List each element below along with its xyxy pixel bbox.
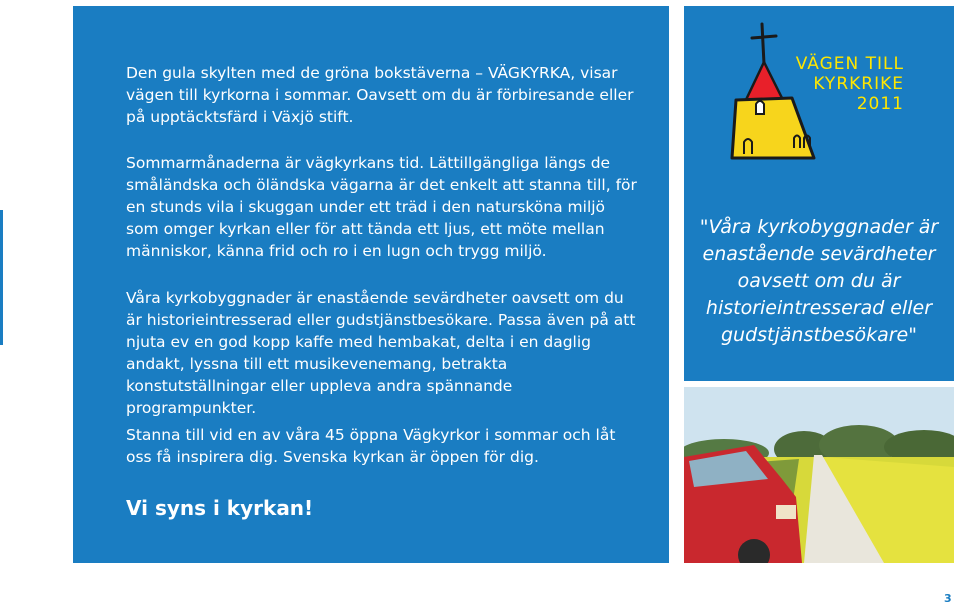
logo-line-3: 2011 (856, 94, 904, 114)
left-edge-accent (0, 210, 3, 345)
page-number: 3 (944, 592, 952, 605)
buildings-paragraph: Våra kyrkobyggnader är enastående sevärdheter oavsett om du är historieintresserad eller gudstjänstbesökare. Passa även på att njuta ev en god kopp kaffe med hembakat, delta i en daglig andakt, lyssna till ett musikevenemang, betrakta konstutställningar eller uppleva andra spännande programpunkter. (126, 289, 636, 417)
closing-heading: Vi syns i kyrkan! (126, 496, 314, 520)
invite-paragraph: Stanna till vid en av våra 45 öppna Vägkyrkor i sommar och låt oss få inspirera dig. Svenska kyrkan är öppen för dig. (126, 426, 616, 466)
logo-line-1: VÄGEN TILL (795, 54, 904, 74)
country-road-photo (684, 387, 954, 563)
intro-paragraph: Den gula skylten med de gröna bokstäverna – VÄGKYRKA, visar vägen till kyrkorna i sommar. Oavsett om du är förbiresande eller på upptäcktsfärd i Växjö stift. (126, 64, 634, 126)
main-text-panel (73, 6, 669, 563)
pull-quote: "Våra kyrkobyggnader är enastående sevärdheter oavsett om du är historieintresserad eller gudstjänstbesökare" (699, 216, 939, 346)
logo-wordmark (784, 54, 904, 114)
photo-illustration (684, 387, 954, 563)
summer-paragraph: Sommarmånaderna är vägkyrkans tid. Lättillgängliga längs de småländska och öländska vägarna är det enkelt att stanna till, för en stunds vila i skuggan under ett träd i den natursköna miljö som omger kyrkan eller för att tända ett ljus, ett möte mellan människor, känna frid och ro i en lugn och trygg miljö. (126, 154, 637, 260)
logo-line-2: KYRKRIKE (813, 74, 904, 94)
quote-panel (684, 6, 954, 381)
